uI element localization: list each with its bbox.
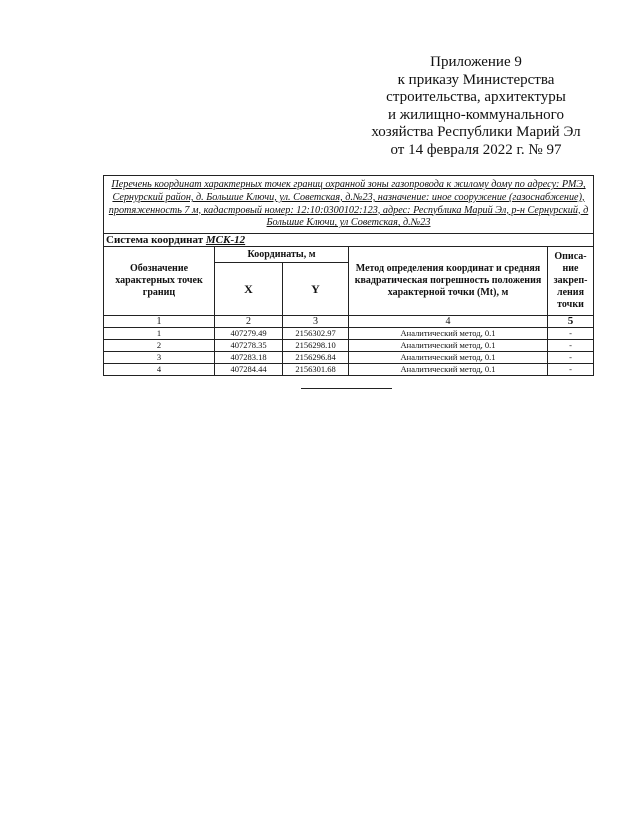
y-coordinate: 2156302.97: [283, 328, 349, 340]
header-line: Приложение 9: [430, 54, 522, 70]
header-x: X: [215, 263, 283, 316]
table-caption: Перечень координат характерных точек границ охранной зоны газопровода к жилому дому по адресу: РМЭ, Сернурский район, д. Большие Ключи, ул. Советская, д.№23, назначение: иное сооружение (газоснабжение), протяженность 7 м, кадастровый номер: 12:10:0300102:123, адрес: Республика Марий Эл, р-н Сернурский, д Большие Ключи, ул Советская, д.№23: [104, 176, 594, 234]
point-id: 2: [104, 340, 215, 352]
coordinates-table: [103, 175, 594, 376]
description: -: [548, 364, 594, 376]
column-number: 4: [349, 316, 548, 328]
y-coordinate: 2156301.68: [283, 364, 349, 376]
method: Аналитический метод, 0.1: [349, 364, 548, 376]
x-coordinate: 407278.35: [215, 340, 283, 352]
table-row: [104, 328, 594, 340]
coordinate-system-row: [104, 234, 594, 247]
header-line: хозяйства Республики Марий Эл: [371, 124, 581, 141]
description: -: [548, 340, 594, 352]
method: Аналитический метод, 0.1: [349, 328, 548, 340]
y-coordinate: 2156298.10: [283, 340, 349, 352]
column-number: 3: [283, 316, 349, 328]
header-method: Метод определения координат и средняя квадратическая погрешность положения характерной точки (Mt), м: [349, 247, 548, 316]
coordinate-system-name: МСК-12: [205, 234, 246, 246]
header-line: строительства, архитектуры: [386, 89, 566, 106]
table-row: [104, 364, 594, 376]
column-number: 1: [104, 316, 215, 328]
table-row: [104, 340, 594, 352]
description: -: [548, 352, 594, 364]
method: Аналитический метод, 0.1: [349, 340, 548, 352]
separator-line: [301, 388, 392, 389]
x-coordinate: 407279.49: [215, 328, 283, 340]
header-y: Y: [283, 263, 349, 316]
description: -: [548, 328, 594, 340]
point-id: 4: [104, 364, 215, 376]
point-id: 1: [104, 328, 215, 340]
coordinate-system-label: Система координат: [106, 234, 204, 246]
header-line: к приказу Министерства: [397, 71, 555, 88]
x-coordinate: 407283.18: [215, 352, 283, 364]
appendix-header: [340, 54, 612, 160]
header-description: Описа-ние закреп-ления точки: [548, 247, 594, 316]
header-line: и жилищно-коммунального: [388, 106, 564, 123]
y-coordinate: 2156296.84: [283, 352, 349, 364]
table-row: [104, 352, 594, 364]
header-coordinates: Координаты, м: [215, 247, 349, 263]
method: Аналитический метод, 0.1: [349, 352, 548, 364]
column-number: 5: [548, 316, 594, 328]
point-id: 3: [104, 352, 215, 364]
header-point: Обозначение характерных точек границ: [104, 247, 215, 316]
x-coordinate: 407284.44: [215, 364, 283, 376]
header-line: от 14 февраля 2022 г. № 97: [390, 141, 562, 158]
column-number: 2: [215, 316, 283, 328]
